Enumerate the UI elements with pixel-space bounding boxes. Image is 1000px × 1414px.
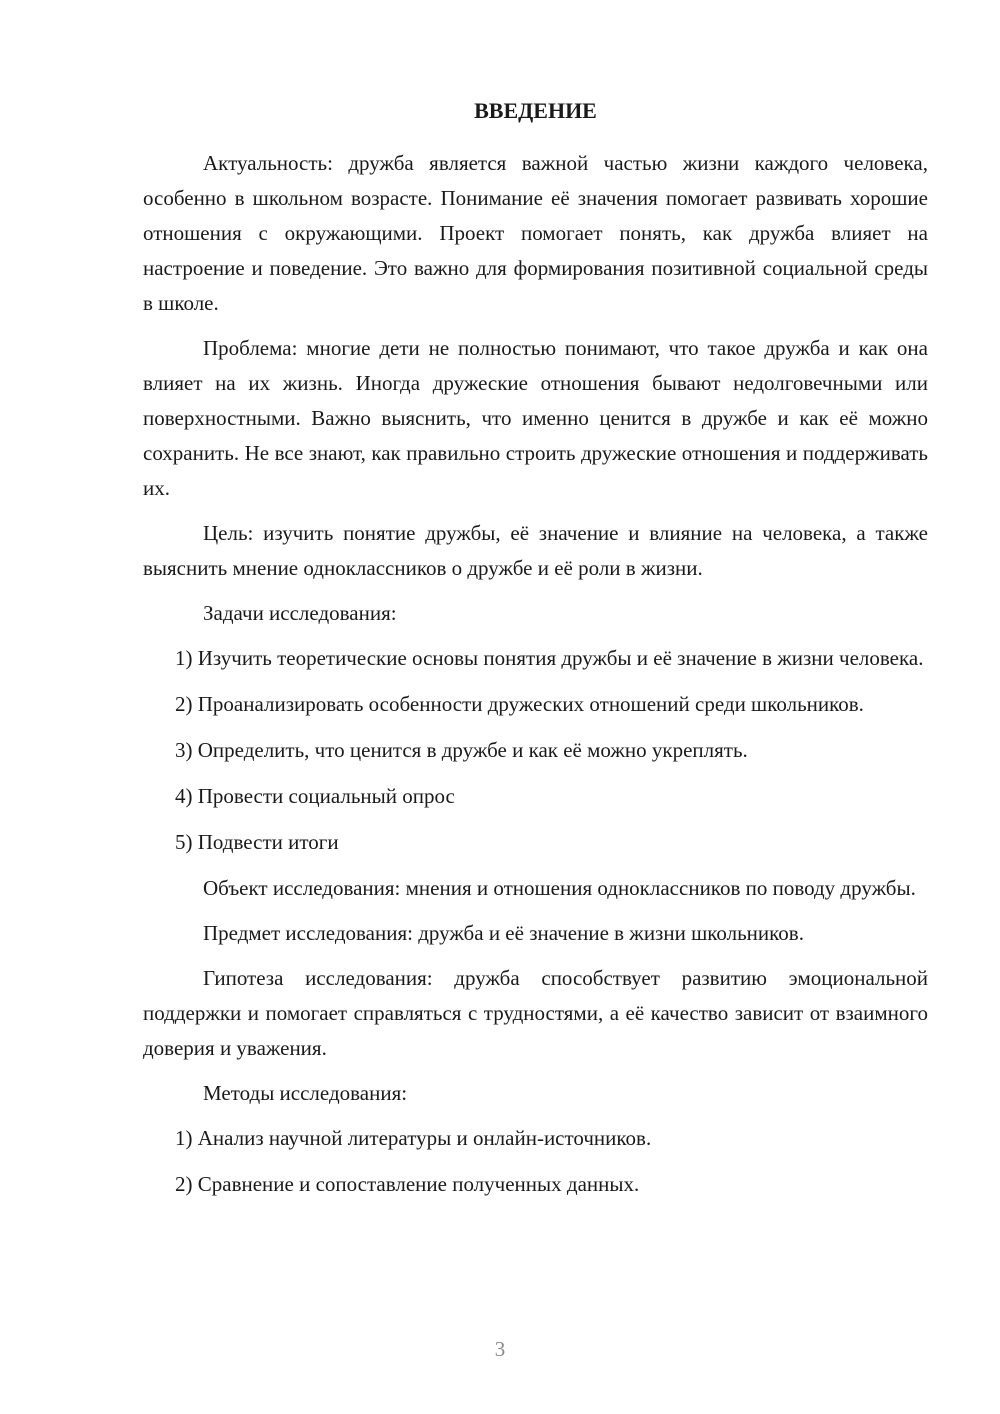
method-item-1: 1) Анализ научной литературы и онлайн-источников.: [175, 1126, 652, 1150]
paragraph-hypothesis: Гипотеза исследования: дружба способствует развитию эмоциональной поддержки и помогает справляться с трудностями, а её качество зависит от взаимного доверия и уважения.: [143, 966, 928, 1060]
paragraph-goal: Цель: изучить понятие дружбы, её значение и влияние на человека, а также выяснить мнение одноклассников о дружбе и её роли в жизни.: [143, 521, 928, 580]
task-item-5: 5) Подвести итоги: [175, 830, 339, 854]
task-item-4: 4) Провести социальный опрос: [175, 784, 455, 808]
paragraph-subject: Предмет исследования: дружба и её значение в жизни школьников.: [203, 921, 804, 945]
methods-heading: Методы исследования:: [203, 1081, 408, 1105]
paragraph-problem: Проблема: многие дети не полностью понимают, что такое дружба и как она влияет на их жизнь. Иногда дружеские отношения бывают недолговечными или поверхностными. Важно выяснить, что именно ценится в дружбе и как её можно сохранить. Не все знают, как правильно строить дружеские отношения и поддерживать их.: [143, 336, 928, 500]
page-title: ВВЕДЕНИЕ: [474, 98, 597, 123]
task-item-3: 3) Определить, что ценится в дружбе и как её можно укреплять.: [175, 738, 748, 762]
method-item-2: 2) Сравнение и сопоставление полученных данных.: [175, 1172, 640, 1196]
page-number: 3: [494, 1337, 506, 1361]
paragraph-relevance: Актуальность: дружба является важной частью жизни каждого человека, особенно в школьном возрасте. Понимание её значения помогает развивать хорошие отношения с окружающими. Проект помогает понять, как дружба влияет на настроение и поведение. Это важно для формирования позитивной социальной среды в школе.: [143, 151, 928, 315]
task-item-2: 2) Проанализировать особенности дружеских отношений среди школьников.: [175, 692, 864, 716]
paragraph-object: Объект исследования: мнения и отношения одноклассников по поводу дружбы.: [203, 876, 916, 900]
tasks-heading: Задачи исследования:: [203, 601, 397, 625]
task-item-1: 1) Изучить теоретические основы понятия дружбы и её значение в жизни человека.: [175, 646, 924, 670]
document-page: [143, 96, 928, 1213]
